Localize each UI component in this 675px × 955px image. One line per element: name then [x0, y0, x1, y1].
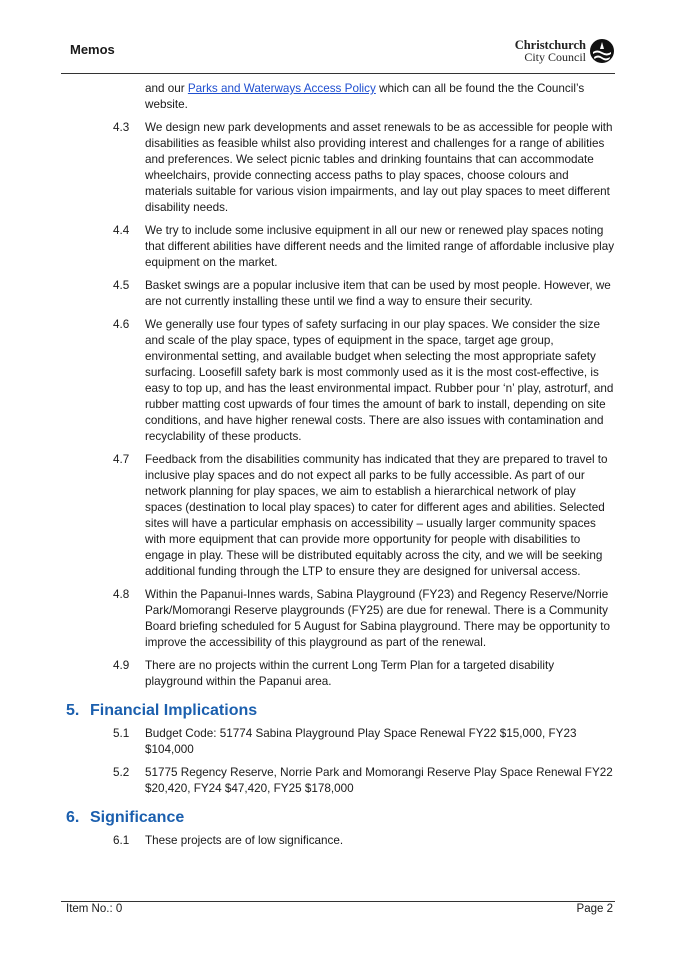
section-number: 5.: [66, 702, 80, 719]
paragraph-number: 4.7: [113, 453, 130, 466]
paragraph-number: 4.8: [113, 588, 130, 601]
paragraph-number: 4.6: [113, 318, 130, 331]
memo-body: [0, 81, 675, 849]
intro-after: which can all be found the the Council’s website.: [145, 82, 585, 111]
paragraph-text: We try to include some inclusive equipment in all our new or renewed play spaces noting that different abilities have different needs and the limited range of affordable inclusive play equipment on the market.: [145, 224, 615, 269]
section-number: 6.: [66, 809, 80, 826]
footer-divider: [61, 901, 615, 902]
paragraph-text: There are no projects within the current Long Term Plan for a targeted disability playground within the Papanui area.: [145, 659, 555, 688]
intro-before: and our: [145, 82, 188, 95]
paragraph-text: We generally use four types of safety surfacing in our play spaces. We consider the size and scale of the play space, types of equipment in the space, target age group, environmental setting, and available budget when selecting the most appropriate safety surfacing. Loosefill safety bark is most commonly used as it is the most cost-effective, is easy to top up, and has the least environmental impact. Rubber pour ‘n’ play, astroturf, and rubber matting cost upwards of four times the amount of bark to install, depending on site conditions, and have higher renewal costs. There are also issues with contamination and recyclability of these products.: [145, 318, 614, 443]
access-policy-link[interactable]: Parks and Waterways Access Policy: [187, 82, 376, 95]
footer-page-number: Page 2: [576, 903, 613, 915]
paragraph-6-1: [0, 833, 675, 849]
paragraph-text: We design new park developments and asset renewals to be as accessible for people with disabilities as feasible whilst also providing interest and challenges for a range of abilities and preferences. We select picnic tables and drinking fountains that can accommodate wheelchairs, provide connecting access paths to play spaces, choose colours and materials suitable for various vision impairments, and lay out play spaces to meet different disability needs.: [145, 121, 613, 214]
paragraph-4-7: [0, 452, 675, 580]
continued-paragraph: [145, 81, 615, 113]
section-heading: Financial Implications: [90, 702, 258, 719]
paragraph-text: These projects are of low significance.: [145, 834, 344, 847]
paragraph-4-5: [0, 278, 675, 310]
council-emblem-icon: [589, 38, 615, 64]
section-significance: [0, 809, 675, 831]
paragraph-text: Feedback from the disabilities community has indicated that they are prepared to travel to inclusive play spaces and do not expect all parks to be fully accessible. As part of our network planning for play spaces, we aim to establish a hierarchical network of play spaces (destination to local play spaces) to cater for different ages and abilities. Selected sites will have a particular emphasis on accessibility – usually larger community spaces with more equipment that can provide more opportunity for people with disabilities to engage in play. These will be distributed equitably across the city, and we will be seeking additional funding through the LTP to ensure they are designed for universal access.: [145, 453, 608, 578]
paragraph-5-1: [0, 726, 675, 758]
logo-line-1: Christchurch: [514, 38, 586, 52]
paragraph-number: 4.3: [113, 121, 130, 134]
paragraph-text: Within the Papanui-Innes wards, Sabina Playground (FY23) and Regency Reserve/Norrie Park/Momorangi Reserve playgrounds (FY25) are due for renewal. There is a Community Board briefing scheduled for 5 August for Sabina playground. There may be opportunity to improve the accessibility of this playground as part of the renewal.: [145, 588, 610, 649]
section-heading: Significance: [90, 809, 185, 826]
paragraph-4-8: [0, 587, 675, 651]
paragraph-text: Basket swings are a popular inclusive item that can be used by most people. However, we are not currently installing these until we find a way to ensure their security.: [145, 279, 611, 308]
paragraph-text: 51775 Regency Reserve, Norrie Park and Momorangi Reserve Play Space Renewal FY22 $20,420, FY24 $47,420, FY25 $178,000: [145, 766, 613, 795]
paragraph-4-4: [0, 223, 675, 271]
paragraph-text: Budget Code: 51774 Sabina Playground Play Space Renewal FY22 $15,000, FY23 $104,000: [145, 727, 577, 756]
paragraph-4-6: [0, 317, 675, 445]
paragraph-number: 4.5: [113, 279, 130, 292]
paragraph-4-3: [0, 120, 675, 216]
page-header: [70, 38, 615, 72]
paragraph-number: 6.1: [113, 834, 130, 847]
paragraph-4-9: [0, 658, 675, 690]
paragraph-number: 4.4: [113, 224, 130, 237]
paragraph-number: 5.1: [113, 727, 130, 740]
header-divider: [61, 73, 615, 74]
footer-item-number: Item No.: 0: [66, 903, 123, 915]
council-logo: [515, 38, 615, 64]
logo-text: [515, 39, 586, 63]
header-title: Memos: [70, 42, 115, 57]
paragraph-number: 4.9: [113, 659, 130, 672]
section-financial-implications: [0, 702, 675, 724]
logo-line-2: City Council: [524, 50, 586, 64]
paragraph-5-2: [0, 765, 675, 797]
paragraph-number: 5.2: [113, 766, 130, 779]
